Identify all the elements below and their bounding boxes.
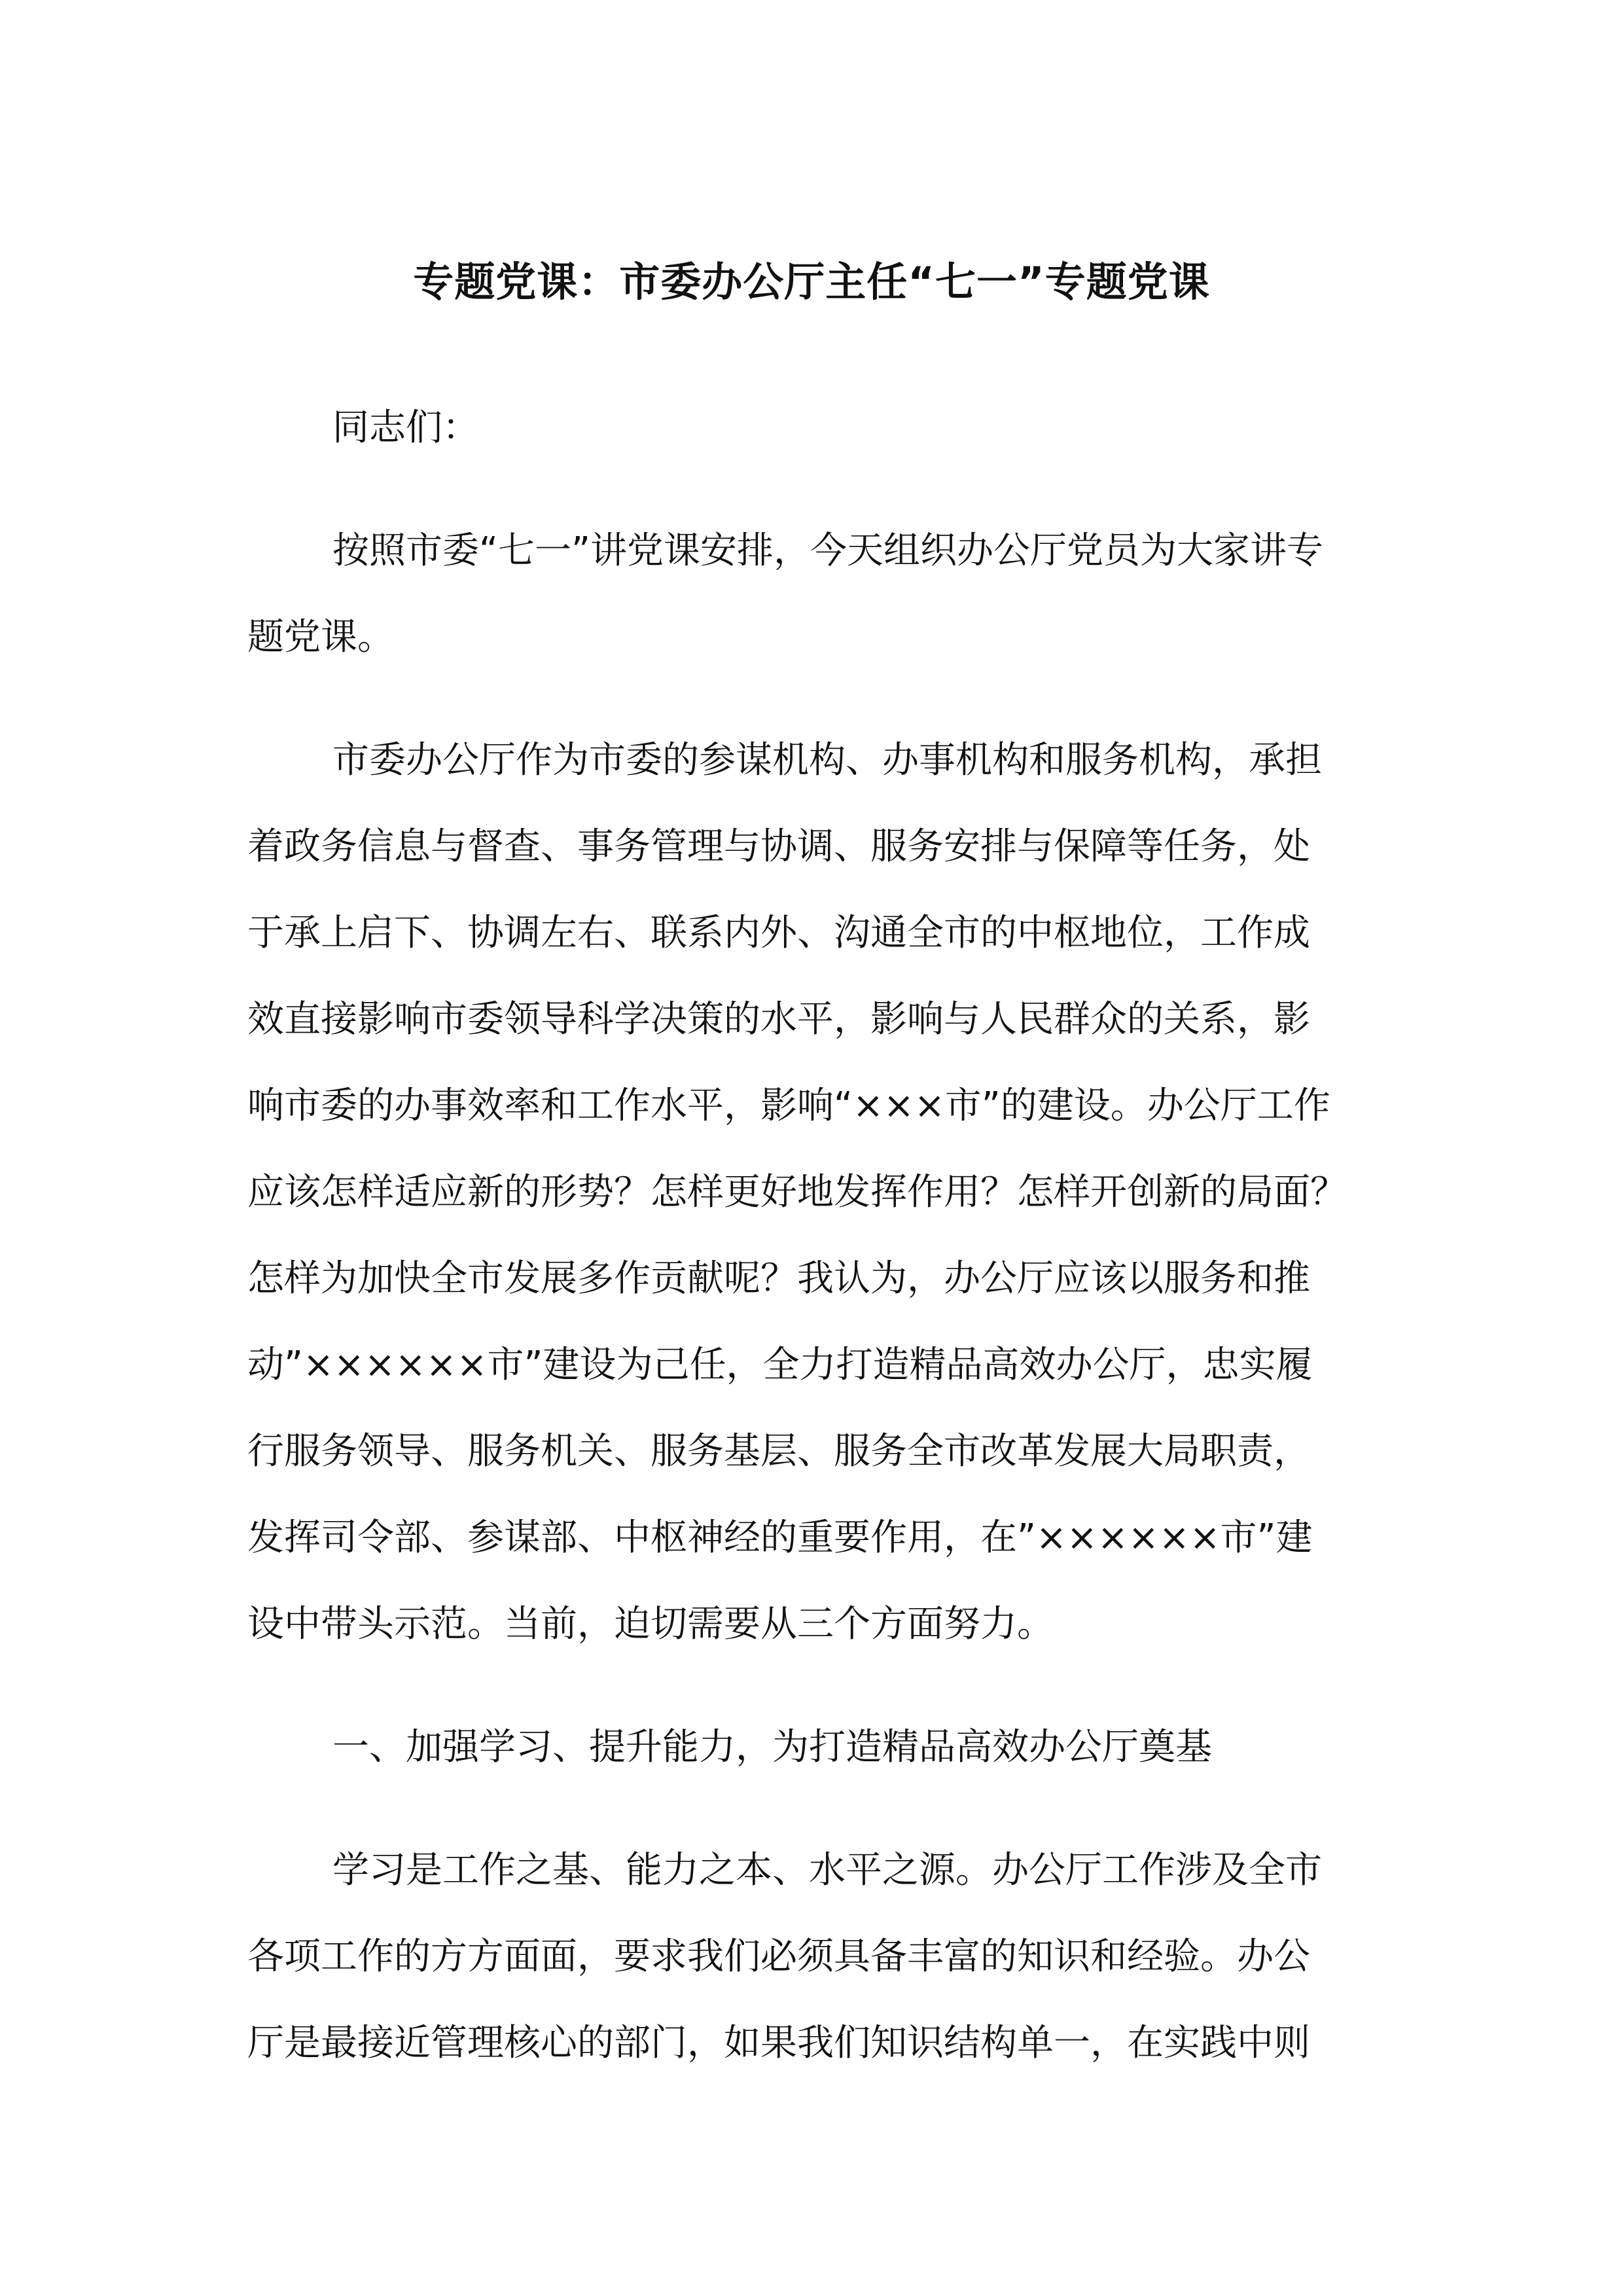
paragraph-2-line-5: 响市委的办事效率和工作水平，影响“×××市”的建设。办公厅工作 (247, 1085, 1330, 1127)
paragraph-2-line-8: 动”××××××市”建设为己任，全力打造精品高效办公厅，忠实履 (247, 1344, 1313, 1386)
paragraph-3-line-1: 学习是工作之基、能力之本、水平之源。办公厅工作涉及全市 (332, 1849, 1322, 1892)
paragraph-2-line-4: 效直接影响市委领导科学决策的水平，影响与人民群众的关系，影 (247, 998, 1310, 1041)
paragraph-2-line-11: 设中带头示范。当前，迫切需要从三个方面努力。 (247, 1603, 1054, 1645)
paragraph-2-line-6: 应该怎样适应新的形势？怎样更好地发挥作用？怎样开创新的局面？ (247, 1171, 1347, 1213)
paragraph-1-line-1: 按照市委“七一”讲党课安排，今天组织办公厅党员为大家讲专 (332, 529, 1324, 572)
paragraph-3-line-2: 各项工作的方方面面，要求我们必须具备丰富的知识和经验。办公 (247, 1935, 1310, 1978)
paragraph-1-line-2: 题党课。 (247, 616, 394, 658)
paragraph-2-line-9: 行服务领导、服务机关、服务基层、服务全市改革发展大局职责， (247, 1430, 1310, 1473)
paragraph-2-line-1: 市委办公厅作为市委的参谋机构、办事机构和服务机构，承担 (332, 739, 1322, 781)
paragraph-2-line-3: 于承上启下、协调左右、联系内外、沟通全市的中枢地位，工作成 (247, 912, 1310, 954)
paragraph-3-line-3: 厅是最接近管理核心的部门，如果我们知识结构单一，在实践中则 (247, 2022, 1310, 2064)
document-title: 专题党课：市委办公厅主任“七一”专题党课 (413, 258, 1210, 306)
paragraph-2-line-10: 发挥司令部、参谋部、中枢神经的重要作用，在”××××××市”建 (247, 1516, 1313, 1559)
paragraph-2-line-2: 着政务信息与督查、事务管理与协调、服务安排与保障等任务，处 (247, 825, 1310, 868)
salutation: 同志们： (332, 406, 479, 449)
paragraph-2-line-7: 怎样为加快全市发展多作贡献呢？我认为，办公厅应该以服务和推 (247, 1257, 1310, 1300)
section-1-heading: 一、加强学习、提升能力，为打造精品高效办公厅奠基 (332, 1726, 1212, 1768)
